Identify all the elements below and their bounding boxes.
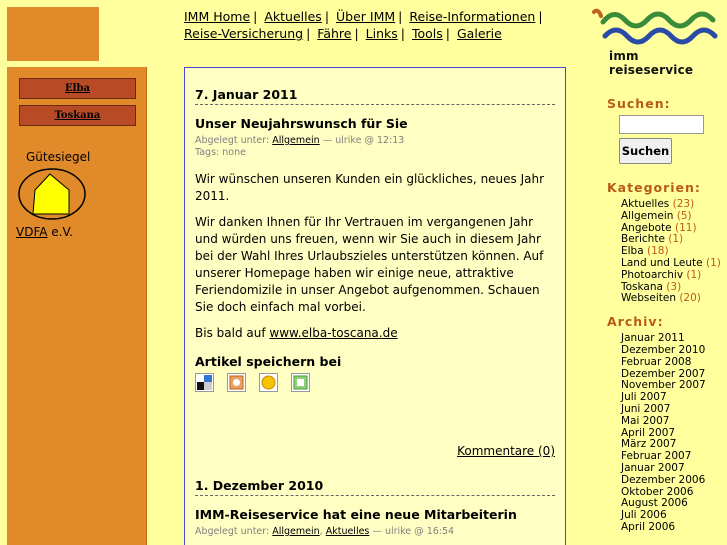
linkarena-icon[interactable] (291, 373, 310, 392)
yigg-icon[interactable] (259, 373, 278, 392)
list-item[interactable]: Berichte (1) (621, 233, 684, 246)
archive-list (621, 333, 725, 534)
nav-links[interactable]: Links (365, 26, 398, 41)
archive-link[interactable]: April 2007 (621, 426, 676, 439)
left-column (7, 67, 147, 545)
archive-link[interactable]: Juli 2006 (621, 509, 667, 522)
guetesiegel-logo-icon (17, 166, 87, 222)
list-item[interactable]: Photoarchiv (1) (621, 268, 702, 281)
category-link[interactable]: Allgemein (621, 209, 674, 222)
bookmark-icons (195, 373, 555, 392)
post-category-link[interactable]: Allgemein (272, 135, 320, 146)
archive-link[interactable]: Dezember 2006 (621, 473, 706, 486)
brand-name: imm reiseservice (609, 49, 694, 77)
vdfa-suffix: e.V. (51, 225, 73, 239)
nav-imm-home[interactable]: IMM Home (184, 9, 251, 24)
archive-link[interactable]: August 2006 (621, 497, 688, 510)
list-item[interactable]: Elba (18) (621, 245, 669, 258)
region-link-toskana[interactable]: Toskana (19, 105, 136, 126)
nav-tools[interactable]: Tools (412, 26, 443, 41)
nav-aktuelles[interactable]: Aktuelles (264, 9, 322, 24)
post-tags: Tags: none (195, 147, 246, 158)
main-content (184, 67, 566, 545)
list-item[interactable]: Aktuelles (23) (621, 198, 695, 210)
guetesiegel-title: Gütesiegel (26, 150, 91, 164)
vdfa-link[interactable]: VDFA (16, 225, 48, 239)
category-link[interactable]: Aktuelles (621, 198, 670, 210)
list-item[interactable]: Allgemein (5) (621, 209, 692, 222)
website-link[interactable]: www.elba-toscana.de (269, 326, 398, 340)
archive-link[interactable]: Januar 2011 (621, 332, 685, 345)
archive-link[interactable]: November 2007 (621, 379, 706, 392)
imm-waves-logo-icon[interactable] (592, 6, 722, 50)
archive-link[interactable]: Januar 2007 (621, 461, 685, 474)
search-button[interactable]: Suchen (619, 138, 672, 164)
nav-reise-informationen[interactable]: Reise-Informationen (409, 9, 536, 24)
list-item[interactable]: Land und Leute (1) (621, 256, 721, 269)
mister-wong-icon[interactable] (227, 373, 246, 392)
archive-link[interactable]: Dezember 2010 (621, 343, 706, 356)
list-item[interactable]: Webseiten (20) (621, 292, 701, 305)
archive-link[interactable]: Mai 2007 (621, 414, 670, 427)
post-date: 7. Januar 2011 (195, 87, 555, 105)
archive-link[interactable]: April 2006 (621, 520, 676, 533)
archive-link[interactable]: Februar 2007 (621, 450, 692, 463)
post-category-link[interactable]: Aktuelles (325, 526, 370, 537)
post-date: 1. Dezember 2010 (195, 478, 555, 496)
archive-heading: Archiv: (607, 314, 664, 330)
post-meta: Abgelegt unter: Allgemein — ulrike @ 12:13 (195, 135, 405, 146)
nav-reise-versicherung[interactable]: Reise-Versicherung (184, 26, 304, 41)
category-link[interactable]: Berichte (621, 233, 665, 246)
comments-link[interactable]: Kommentare (0) (457, 444, 555, 458)
category-link[interactable]: Photoarchiv (621, 268, 684, 281)
category-link[interactable]: Toskana (621, 280, 663, 293)
category-link[interactable]: Angebote (621, 221, 672, 234)
vdfa-text (16, 225, 73, 239)
list-item[interactable]: Angebote (11) (621, 221, 697, 234)
archive-link[interactable]: März 2007 (621, 438, 677, 451)
archive-link[interactable]: Juli 2007 (621, 391, 667, 404)
nav-galerie[interactable]: Galerie (457, 26, 502, 41)
top-navigation: IMM Home | Aktuelles | Über IMM | Reise-Informationen | Reise-Versicherung | Fähre | Links | Tools | Galerie (184, 9, 543, 41)
post-meta: Abgelegt unter: Allgemein, Aktuelles — ulrike @ 16:54 (195, 526, 455, 537)
archive-link[interactable]: Oktober 2006 (621, 485, 694, 498)
search-heading: Suchen: (607, 96, 671, 111)
categories-heading: Kategorien: (607, 180, 701, 195)
archive-link[interactable]: Juni 2007 (621, 402, 671, 415)
post-title[interactable]: Unser Neujahrswunsch für Sie (195, 116, 408, 131)
save-article-heading: Artikel speichern bei (195, 354, 342, 369)
category-list (621, 199, 725, 305)
comments-link-wrap (195, 444, 555, 458)
post-category-link[interactable]: Allgemein (272, 526, 320, 537)
post-paragraph: Wir wünschen unseren Kunden ein glückliches, neues Jahr 2011. (195, 172, 545, 203)
delicious-icon[interactable] (195, 373, 214, 392)
list-item[interactable]: Toskana (3) (621, 280, 682, 293)
category-link[interactable]: Elba (621, 245, 644, 258)
archive-link[interactable]: Februar 2008 (621, 355, 692, 368)
post-paragraph: Wir danken Ihnen für Ihr Vertrauen im vergangenen Jahr und würden uns freuen, wenn wir Sie auch in diesem Jahr bei der Wahl Ihres Urlaubszieles unterstützen können. Auf unserer Homepage haben wir einige neue, attraktive Feriendomizile in unser Angebot aufgenommen. Schauen Sie doch einfach mal vorbei. (195, 215, 544, 314)
archive-link[interactable]: Dezember 2007 (621, 367, 706, 380)
left-top-block (7, 7, 99, 61)
post-title[interactable]: IMM-Reiseservice hat eine neue Mitarbeiterin (195, 507, 517, 522)
post-closing: Bis bald auf www.elba-toscana.de (195, 326, 398, 340)
category-link[interactable]: Land und Leute (621, 256, 703, 269)
nav-faehre[interactable]: Fähre (317, 26, 352, 41)
nav-ueber-imm[interactable]: Über IMM (336, 9, 396, 24)
category-link[interactable]: Webseiten (621, 292, 676, 305)
search-input[interactable] (619, 115, 704, 134)
region-link-elba[interactable]: Elba (19, 78, 136, 99)
right-sidebar (607, 96, 725, 534)
